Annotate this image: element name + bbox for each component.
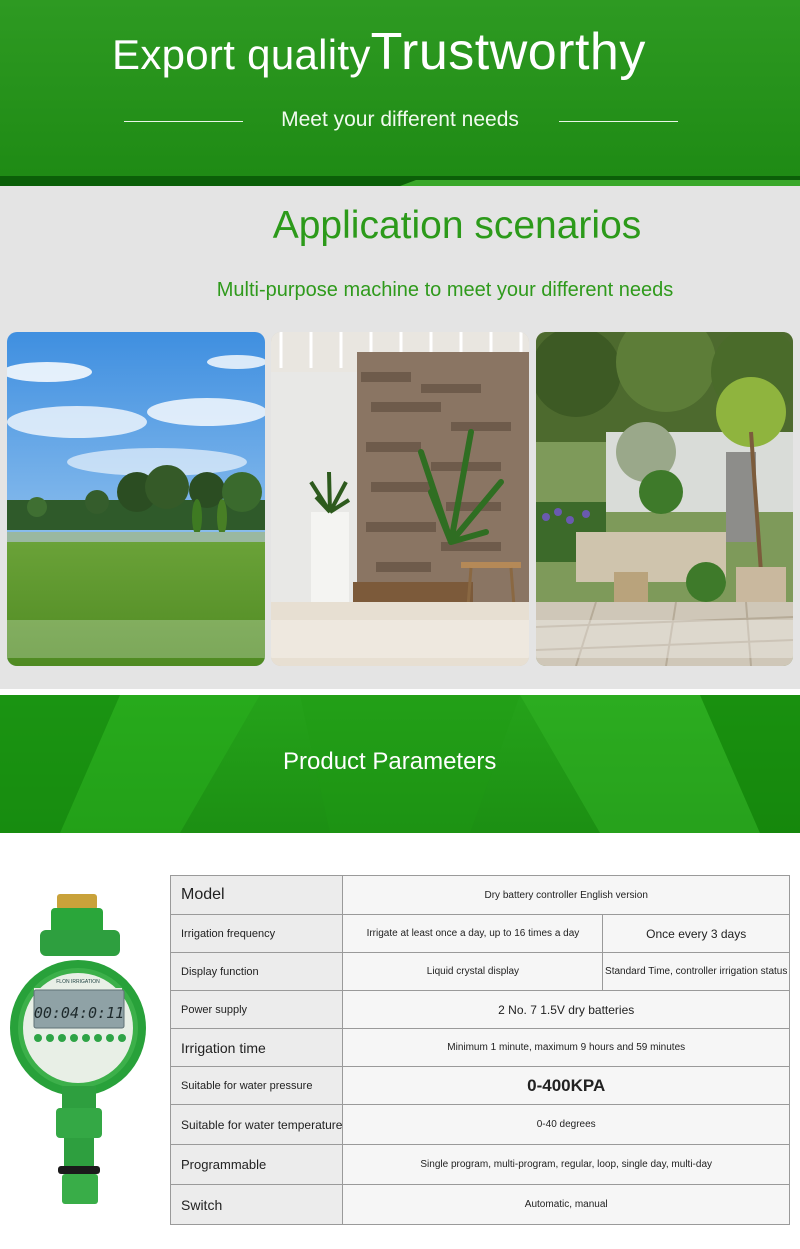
spec-value: 2 No. 7 1.5V dry batteries bbox=[343, 991, 790, 1029]
application-section bbox=[0, 186, 800, 689]
application-subtitle: Multi-purpose machine to meet your different needs bbox=[216, 279, 674, 301]
table-row bbox=[171, 1029, 790, 1067]
irrigation-timer-image bbox=[4, 890, 160, 1220]
spec-value-secondary: Once every 3 days bbox=[603, 915, 790, 953]
spec-label: Suitable for water temperature bbox=[171, 1105, 343, 1145]
spec-label: Display function bbox=[171, 953, 343, 991]
table-row bbox=[171, 1145, 790, 1185]
garden-planters-photo bbox=[536, 332, 793, 666]
table-row bbox=[171, 1067, 790, 1105]
spec-value: Liquid crystal display bbox=[343, 953, 603, 991]
device-lcd: 00:04:0:11 bbox=[33, 1004, 125, 1022]
table-row bbox=[171, 876, 790, 915]
hero-title-large: Trustworthy bbox=[370, 23, 646, 81]
table-row bbox=[171, 915, 790, 953]
table-row bbox=[171, 1105, 790, 1145]
spec-value-secondary: Standard Time, controller irrigation status bbox=[603, 953, 790, 991]
parameters-title: Product Parameters bbox=[283, 748, 497, 775]
spec-label: Irrigation frequency bbox=[171, 915, 343, 953]
table-row bbox=[171, 953, 790, 991]
spec-value: Automatic, manual bbox=[343, 1185, 790, 1225]
spec-label: Programmable bbox=[171, 1145, 343, 1185]
hero-title-small: Export quality bbox=[112, 31, 371, 78]
spec-label: Suitable for water pressure bbox=[171, 1067, 343, 1105]
hero-subtitle: Meet your different needs bbox=[281, 108, 519, 131]
spec-value: 0-400KPA bbox=[343, 1067, 790, 1105]
application-title: Application scenarios bbox=[272, 204, 642, 247]
device-brand: FLON IRRIGATION bbox=[56, 979, 100, 985]
parameters-banner bbox=[0, 695, 800, 833]
spec-label: Model bbox=[171, 876, 343, 915]
spec-table bbox=[170, 875, 790, 1225]
spec-value: Minimum 1 minute, maximum 9 hours and 59 minutes bbox=[343, 1029, 790, 1067]
hero-title bbox=[112, 22, 646, 82]
spec-label: Switch bbox=[171, 1185, 343, 1225]
spec-label: Irrigation time bbox=[171, 1029, 343, 1067]
spec-value: 0-40 degrees bbox=[343, 1105, 790, 1145]
spec-label: Power supply bbox=[171, 991, 343, 1029]
spec-value: Single program, multi-program, regular, loop, single day, multi-day bbox=[343, 1145, 790, 1185]
patio-stone-wall-photo bbox=[271, 332, 529, 666]
hero-divider-right bbox=[559, 121, 678, 122]
spec-value: Irrigate at least once a day, up to 16 times a day bbox=[343, 915, 603, 953]
table-row bbox=[171, 1185, 790, 1225]
spec-value: Dry battery controller English version bbox=[343, 876, 790, 915]
hero-banner bbox=[0, 0, 800, 186]
lawn-landscape-photo bbox=[7, 332, 265, 666]
table-row bbox=[171, 991, 790, 1029]
